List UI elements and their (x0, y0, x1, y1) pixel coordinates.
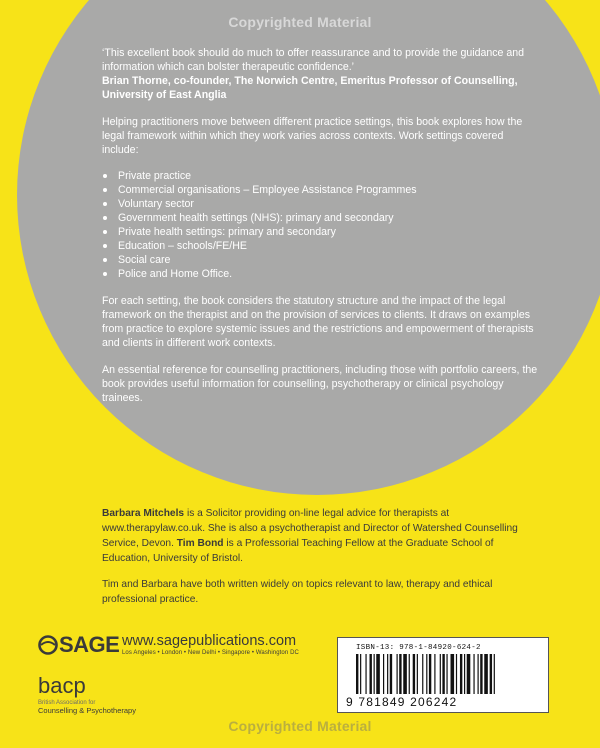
list-item: Private practice (102, 169, 540, 183)
isbn-label: ISBN-13: 978-1-84920-624-2 (356, 644, 481, 652)
list-item: Social care (102, 253, 540, 267)
isbn-barcode-box (337, 637, 549, 713)
settings-list (102, 169, 540, 281)
intro-paragraph: Helping practitioners move between different practice settings, this book explores how the legal framework within which they work varies across contexts. Work settings covered include: (102, 116, 523, 156)
list-item: Voluntary sector (102, 197, 540, 211)
sage-logo-text: SAGE (59, 632, 120, 657)
list-item: Police and Home Office. (102, 267, 540, 281)
list-item: Government health settings (NHS): primary and secondary (102, 211, 540, 225)
isbn-digits: 9 781849 206242 (346, 695, 458, 709)
bacp-logo (38, 673, 136, 715)
watermark-top: Copyrighted Material (228, 14, 372, 30)
blurb-text (102, 46, 540, 405)
author-bios (102, 506, 540, 607)
publisher-cities: Los Angeles • London • New Delhi • Singapore • Washington DC (122, 650, 299, 656)
list-item: Commercial organisations – Employee Assistance Programmes (102, 183, 540, 197)
joint-bio-paragraph: Tim and Barbara have both written widely on topics relevant to law, therapy and ethical professional practice. (102, 579, 493, 605)
sage-swirl-icon (38, 635, 58, 655)
publisher-info (122, 633, 299, 656)
bacp-line1: British Association for (38, 700, 96, 706)
review-author: Brian Thorne, co-founder, The Norwich Centre, Emeritus Professor of Counselling, University of East Anglia (102, 75, 518, 101)
list-item: Private health settings: primary and secondary (102, 225, 540, 239)
publisher-url: www.sagepublications.com (122, 633, 297, 649)
author-bio-paragraph (102, 506, 540, 566)
review-quote: ‘This excellent book should do much to offer reassurance and to provide the guidance and information which can bolster therapeutic confidence.’ (102, 47, 525, 73)
bacp-line2: Counselling & Psychotherapy (38, 706, 136, 715)
author-bio-mitchels: is a Solicitor providing on-line legal advice for therapists at www.therapylaw.co.uk. She is also a psychotherapist and Director of Watershed Counselling Service, Devon. (102, 508, 518, 549)
reference-paragraph: An essential reference for counselling practitioners, including those with portfolio careers, the book provides useful information for counselling, psychotherapy or clinical psychology trainees. (102, 364, 538, 404)
setting-paragraph: For each setting, the book considers the statutory structure and the impact of the legal framework on the therapist and on the provision of services to clients. It draws on examples from practice to explore systemic issues and the restrictions and empowerment of therapists and clients in different work contexts. (102, 295, 534, 349)
bacp-logo-text: bacp (38, 673, 86, 698)
author-bio-bond: is a Professorial Teaching Fellow at the Graduate School of Education, University of Bristol. (102, 538, 494, 564)
barcode-icon (356, 654, 532, 694)
list-item: Education – schools/FE/HE (102, 239, 540, 253)
author-name-bond: Tim Bond (176, 538, 224, 549)
watermark-bottom: Copyrighted Material (228, 718, 372, 734)
sage-logo (38, 632, 119, 658)
author-name-mitchels: Barbara Mitchels (102, 508, 185, 519)
